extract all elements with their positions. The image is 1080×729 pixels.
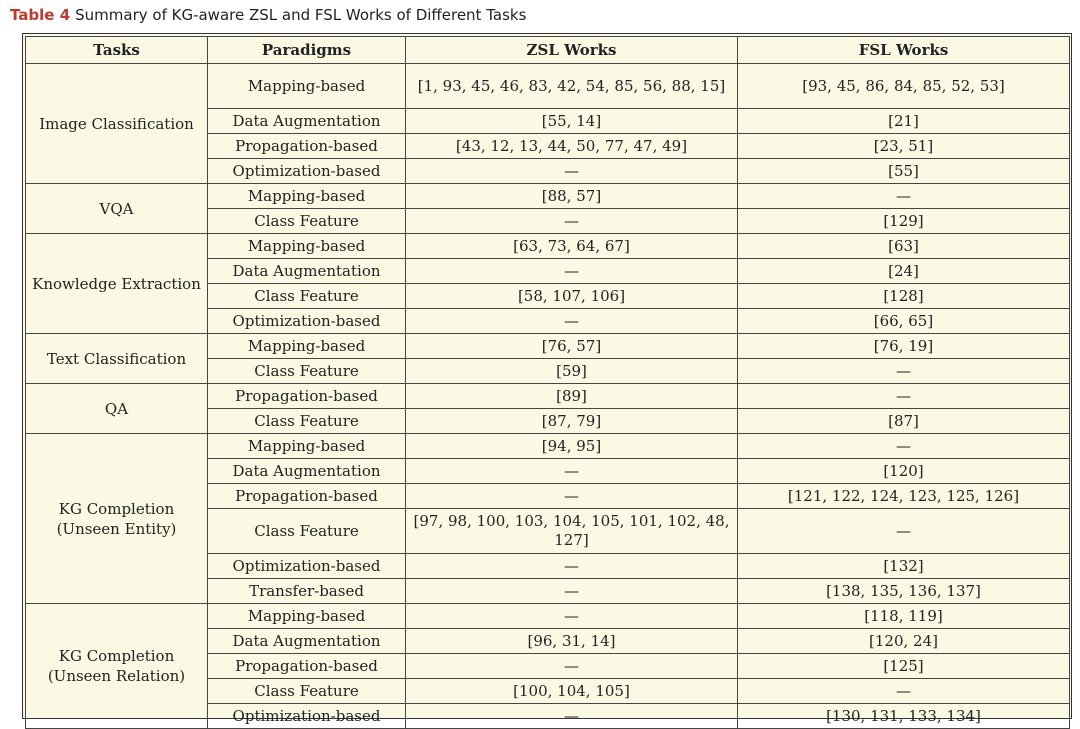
paradigm-cell: Data Augmentation xyxy=(208,629,406,654)
table-row xyxy=(26,334,1070,359)
paradigm-cell: Propagation-based xyxy=(208,134,406,159)
task-cell: VQA xyxy=(26,184,208,234)
table-caption xyxy=(10,6,526,24)
paradigm-cell: Optimization-based xyxy=(208,159,406,184)
paradigm-cell: Data Augmentation xyxy=(208,259,406,284)
fsl-cell: — xyxy=(738,509,1070,554)
fsl-cell: [55] xyxy=(738,159,1070,184)
header-zsl-works: ZSL Works xyxy=(406,37,738,64)
task-cell: Image Classification xyxy=(26,64,208,184)
zsl-cell: [63, 73, 64, 67] xyxy=(406,234,738,259)
paradigm-cell: Data Augmentation xyxy=(208,459,406,484)
fsl-cell: [118, 119] xyxy=(738,604,1070,629)
table-title: Summary of KG-aware ZSL and FSL Works of Different Tasks xyxy=(75,6,527,24)
zsl-cell: [58, 107, 106] xyxy=(406,284,738,309)
fsl-cell: [87] xyxy=(738,409,1070,434)
zsl-cell: — xyxy=(406,159,738,184)
paradigm-cell: Class Feature xyxy=(208,359,406,384)
zsl-cell: [100, 104, 105] xyxy=(406,679,738,704)
fsl-cell: [138, 135, 136, 137] xyxy=(738,579,1070,604)
zsl-cell: [89] xyxy=(406,384,738,409)
zsl-cell: — xyxy=(406,704,738,729)
zsl-cell: [43, 12, 13, 44, 50, 77, 47, 49] xyxy=(406,134,738,159)
fsl-cell: [120, 24] xyxy=(738,629,1070,654)
fsl-cell: [129] xyxy=(738,209,1070,234)
paradigm-cell: Data Augmentation xyxy=(208,109,406,134)
paradigm-cell: Mapping-based xyxy=(208,434,406,459)
paradigm-cell: Class Feature xyxy=(208,209,406,234)
paradigm-cell: Propagation-based xyxy=(208,484,406,509)
fsl-cell: — xyxy=(738,184,1070,209)
task-cell: Knowledge Extraction xyxy=(26,234,208,334)
paradigm-cell: Optimization-based xyxy=(208,704,406,729)
fsl-cell: [128] xyxy=(738,284,1070,309)
table-frame xyxy=(22,33,1072,725)
zsl-cell: — xyxy=(406,654,738,679)
fsl-cell: [76, 19] xyxy=(738,334,1070,359)
fsl-cell: [120] xyxy=(738,459,1070,484)
zsl-cell: [87, 79] xyxy=(406,409,738,434)
table-number: Table 4 xyxy=(10,6,71,24)
header-tasks: Tasks xyxy=(26,37,208,64)
fsl-cell: [125] xyxy=(738,654,1070,679)
paradigm-cell: Class Feature xyxy=(208,679,406,704)
paradigm-cell: Optimization-based xyxy=(208,554,406,579)
header-row xyxy=(26,37,1070,64)
zsl-cell: [55, 14] xyxy=(406,109,738,134)
paradigm-cell: Mapping-based xyxy=(208,64,406,109)
zsl-cell: [1, 93, 45, 46, 83, 42, 54, 85, 56, 88, 15] xyxy=(406,64,738,109)
table-row xyxy=(26,384,1070,409)
table-row xyxy=(26,604,1070,629)
paradigm-cell: Propagation-based xyxy=(208,654,406,679)
fsl-cell: [93, 45, 86, 84, 85, 52, 53] xyxy=(738,64,1070,109)
fsl-cell: [23, 51] xyxy=(738,134,1070,159)
table-row xyxy=(26,64,1070,109)
fsl-cell: — xyxy=(738,359,1070,384)
zsl-cell: — xyxy=(406,459,738,484)
zsl-cell: — xyxy=(406,309,738,334)
zsl-cell: [76, 57] xyxy=(406,334,738,359)
paradigm-cell: Optimization-based xyxy=(208,309,406,334)
task-cell xyxy=(26,434,208,604)
table-row xyxy=(26,234,1070,259)
paradigm-cell: Mapping-based xyxy=(208,334,406,359)
task-line: KG Completion xyxy=(58,647,175,665)
fsl-cell: [24] xyxy=(738,259,1070,284)
paradigm-cell: Mapping-based xyxy=(208,234,406,259)
fsl-cell: — xyxy=(738,384,1070,409)
fsl-cell: [63] xyxy=(738,234,1070,259)
zsl-cell: [88, 57] xyxy=(406,184,738,209)
zsl-cell: — xyxy=(406,579,738,604)
table-row xyxy=(26,434,1070,459)
fsl-cell: [130, 131, 133, 134] xyxy=(738,704,1070,729)
paradigm-cell: Class Feature xyxy=(208,409,406,434)
header-fsl-works: FSL Works xyxy=(738,37,1070,64)
fsl-cell: [66, 65] xyxy=(738,309,1070,334)
task-line: (Unseen Entity) xyxy=(56,519,177,538)
task-cell: QA xyxy=(26,384,208,434)
fsl-cell: — xyxy=(738,679,1070,704)
zsl-cell: — xyxy=(406,554,738,579)
fsl-cell: — xyxy=(738,434,1070,459)
zsl-cell: — xyxy=(406,259,738,284)
zsl-cell: — xyxy=(406,484,738,509)
zsl-cell: [59] xyxy=(406,359,738,384)
zsl-cell: [94, 95] xyxy=(406,434,738,459)
summary-table xyxy=(25,36,1070,729)
paradigm-cell: Mapping-based xyxy=(208,184,406,209)
fsl-cell: [21] xyxy=(738,109,1070,134)
zsl-cell: [97, 98, 100, 103, 104, 105, 101, 102, 48, 127] xyxy=(406,509,738,554)
task-cell xyxy=(26,604,208,729)
paradigm-cell: Class Feature xyxy=(208,284,406,309)
zsl-cell: — xyxy=(406,209,738,234)
paradigm-cell: Mapping-based xyxy=(208,604,406,629)
paradigm-cell: Propagation-based xyxy=(208,384,406,409)
zsl-cell: — xyxy=(406,604,738,629)
task-line: KG Completion xyxy=(58,499,175,518)
zsl-cell: [96, 31, 14] xyxy=(406,629,738,654)
header-paradigms: Paradigms xyxy=(208,37,406,64)
paradigm-cell: Class Feature xyxy=(208,509,406,554)
table-body xyxy=(26,64,1070,729)
fsl-cell: [121, 122, 124, 123, 125, 126] xyxy=(738,484,1070,509)
fsl-cell: [132] xyxy=(738,554,1070,579)
table-row xyxy=(26,184,1070,209)
task-line: (Unseen Relation) xyxy=(47,667,186,685)
paradigm-cell: Transfer-based xyxy=(208,579,406,604)
task-cell: Text Classification xyxy=(26,334,208,384)
